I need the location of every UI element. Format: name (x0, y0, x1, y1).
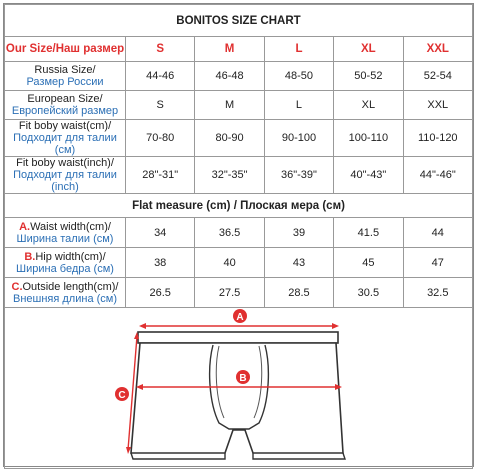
table-cell: 44"-46" (403, 157, 472, 194)
table-cell: 28"-31" (126, 157, 195, 194)
table-cell: 40"-43" (334, 157, 403, 194)
table-cell: 44-46 (126, 62, 195, 91)
briefs-diagram (5, 308, 474, 468)
table-cell: 26.5 (126, 278, 195, 308)
table-cell: 52-54 (403, 62, 472, 91)
table-row (5, 157, 473, 194)
row-label-ru: Размер России (26, 76, 104, 88)
header-size: L (264, 37, 333, 62)
table-cell: M (195, 91, 264, 120)
row-label-en: Waist width(cm)/ (30, 220, 111, 233)
header-size: S (126, 37, 195, 62)
table-row (5, 120, 473, 157)
table-cell: 32.5 (403, 278, 472, 308)
chart-title: BONITOS SIZE CHART (5, 5, 473, 37)
table-cell: 41.5 (334, 218, 403, 248)
table-cell: 44 (403, 218, 472, 248)
table-cell: 90-100 (264, 120, 333, 157)
header-size: M (195, 37, 264, 62)
measurement-diagram (5, 308, 473, 469)
measure-letter: A. (19, 220, 31, 233)
size-chart-table (4, 4, 473, 469)
table-row (5, 248, 473, 278)
row-label-ru: Подходит для талии (см) (13, 132, 117, 156)
row-label-ru: Внешняя длина (см) (12, 292, 118, 305)
row-label-en: Hip width(cm)/ (35, 250, 106, 263)
table-cell: 40 (195, 248, 264, 278)
row-label-en: European Size/ (27, 93, 103, 105)
header-label: Our Size/Наш размер (5, 37, 126, 62)
row-label-en: Fit boby waist(cm)/ (18, 120, 112, 132)
table-cell: S (126, 91, 195, 120)
row-label (5, 62, 126, 91)
row-label (5, 91, 126, 120)
measure-letter: B. (24, 250, 36, 263)
row-label (5, 248, 126, 278)
table-cell: 80-90 (195, 120, 264, 157)
row-label-en: Russia Size/ (34, 64, 96, 76)
size-chart (3, 3, 474, 467)
row-label (5, 278, 126, 308)
table-cell: 100-110 (334, 120, 403, 157)
table-row (5, 62, 473, 91)
table-row (5, 91, 473, 120)
row-label-ru: Ширина талии (см) (16, 232, 114, 245)
section-title: Flat measure (cm) / Плоская мера (см) (5, 194, 473, 218)
marker-b-label: B (239, 373, 247, 384)
table-cell: 36.5 (195, 218, 264, 248)
table-cell: 48-50 (264, 62, 333, 91)
measure-letter: C. (11, 280, 23, 293)
table-row (5, 278, 473, 308)
table-cell: 45 (334, 248, 403, 278)
header-row (5, 37, 473, 62)
briefs-outline (131, 343, 343, 453)
row-label (5, 120, 126, 157)
row-label-ru: Ширина бедра (см) (16, 262, 114, 275)
table-cell: L (264, 91, 333, 120)
table-cell: XXL (403, 91, 472, 120)
row-label-en: Outside length(cm)/ (22, 280, 119, 293)
table-cell: 38 (126, 248, 195, 278)
table-cell: 30.5 (334, 278, 403, 308)
table-cell: 27.5 (195, 278, 264, 308)
header-size: XXL (403, 37, 472, 62)
table-cell: 110-120 (403, 120, 472, 157)
row-label-ru: Подходит для талии (inch) (13, 169, 117, 193)
table-row (5, 218, 473, 248)
row-label-ru: Европейский размер (11, 105, 119, 117)
table-cell: 39 (264, 218, 333, 248)
table-cell: 50-52 (334, 62, 403, 91)
table-cell: 34 (126, 218, 195, 248)
table-cell: 47 (403, 248, 472, 278)
row-label (5, 218, 126, 248)
table-cell: 43 (264, 248, 333, 278)
table-cell: XL (334, 91, 403, 120)
header-size: XL (334, 37, 403, 62)
row-label-en: Fit boby waist(inch)/ (16, 157, 114, 169)
table-cell: 28.5 (264, 278, 333, 308)
marker-a-label: A (236, 312, 244, 323)
table-cell: 46-48 (195, 62, 264, 91)
marker-c-label: C (118, 390, 126, 401)
table-cell: 36"-39" (264, 157, 333, 194)
row-label (5, 157, 126, 194)
waistband-shape (138, 332, 338, 343)
table-cell: 32"-35" (195, 157, 264, 194)
table-cell: 70-80 (126, 120, 195, 157)
